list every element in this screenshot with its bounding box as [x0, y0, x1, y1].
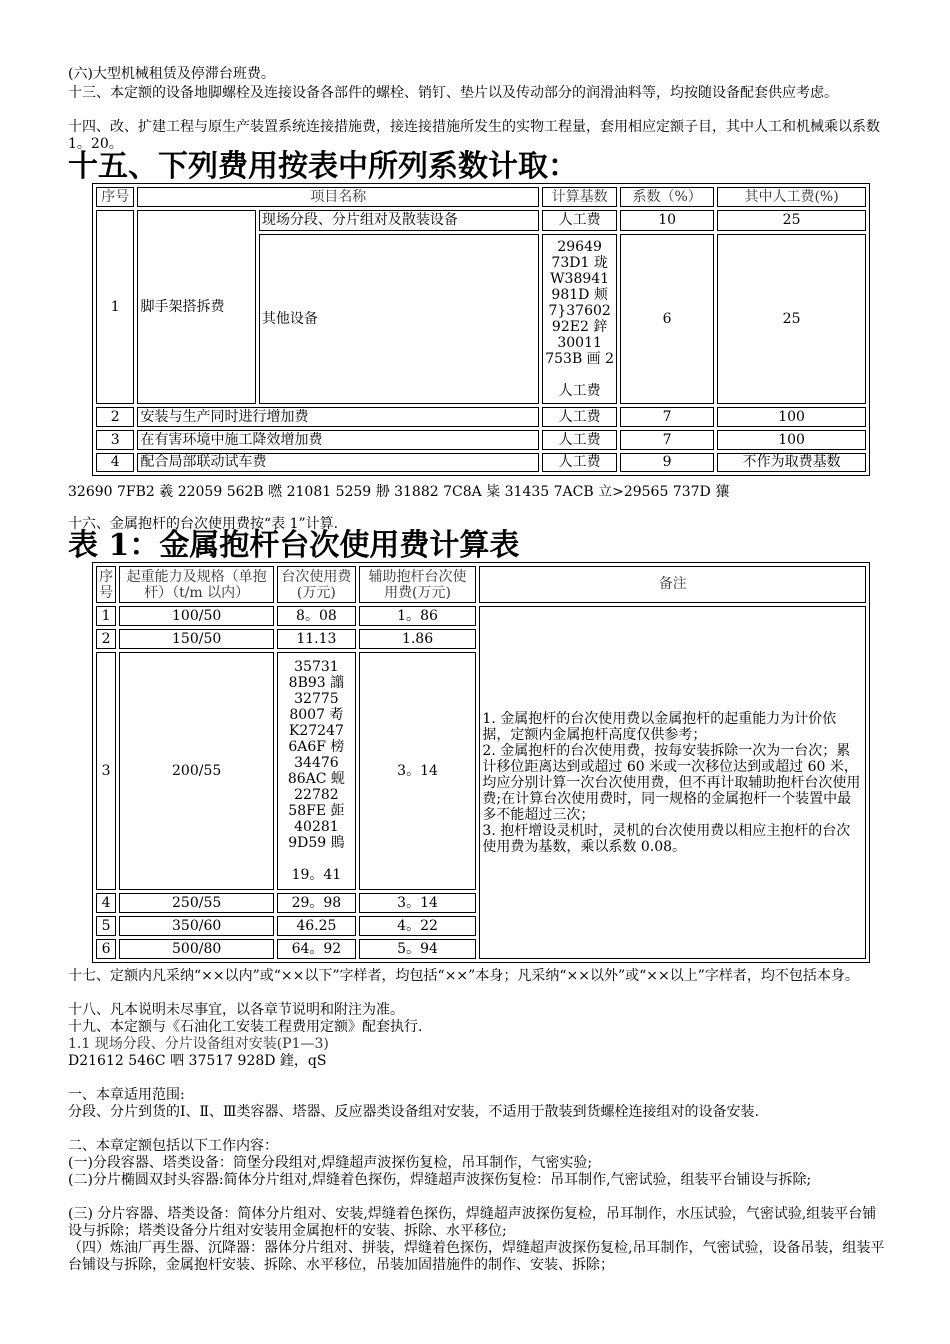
table-row-no: 3 [96, 652, 116, 890]
row2-name: 安装与生产同时进行增加费 [137, 407, 539, 427]
header-item: 项目名称 [137, 187, 539, 207]
table-row-no: 1 [96, 606, 116, 626]
row3-no: 3 [96, 430, 134, 450]
row2-coef: 7 [620, 407, 714, 427]
section15-heading: 十五、下列费用按表中所列系数计取： [68, 149, 578, 184]
para-17: 十七、定额内凡采纳“××以内”或“××以下”字样者，均包括“××”本身；凡采纳“××以外”或“××以上”字样者，均不包括本身。 [68, 968, 859, 984]
garbled-line-1: 32690 7FB2 羲 22059 562B 嘫 21081 5259 刱 31882 7C8A 粊 31435 7ACB 立>29565 737D 獽 [68, 484, 730, 500]
table-row-spec: 350/60 [119, 916, 274, 936]
row1-sub1-labor: 25 [717, 210, 866, 231]
work-heading: 二、本章定额包括以下工作内容： [68, 1138, 278, 1154]
intro-para-13: 十三、本定额的设备地脚螺栓及连接设备各部件的螺栓、销钉、垫片以及传动部分的润滑油料等，均按随设备配套供应考虑。 [68, 85, 838, 101]
row1-sub1-base: 人工费 [542, 210, 617, 231]
table-row-spec: 250/55 [119, 893, 274, 913]
table-row-fee: 11.13 [277, 629, 356, 649]
work-item-2: (二)分片椭圆双封头容器:简体分片组对,焊缝着色探伤，焊缝超声波探伤复检：吊耳制作,气密试验，组装平台铺设与拆除; [68, 1172, 812, 1188]
para-19: 十九、本定额与《石油化工安装工程费用定额》配套执行. [68, 1019, 423, 1035]
row3-coef: 7 [620, 430, 714, 450]
row1-sub2-labor: 25 [717, 234, 866, 404]
table-row-fee: 64。92 [277, 939, 356, 959]
subsection-1-1: 1.1 现场分段、分片设备组对安装(P1—3) [68, 1036, 329, 1052]
t1-header-spec: 起重能力及规格（单抱杆）（t/m 以内） [119, 566, 274, 603]
table-row-aux: 4。22 [359, 916, 477, 936]
row3-labor: 100 [717, 430, 866, 450]
t1-header-fee: 台次使用费(万元) [277, 566, 356, 603]
coefficient-table [93, 184, 869, 475]
scope-body: 分段、分片到货的Ⅰ、Ⅱ、Ⅲ类容器、塔器、反应器类设备组对安装，不适用于散装到货螺栓连接组对的设备安装. [68, 1104, 759, 1120]
table-row-spec: 500/80 [119, 939, 274, 959]
row1-no: 1 [96, 210, 134, 404]
table-row-fee: 35731 8B93 譾 32775 8007 耇 K27247 6A6F 榜 34476 86AC 蚬 22782 58FE 壾 40281 9D59 鵙 19。41 [277, 652, 356, 890]
header-base: 计算基数 [542, 187, 617, 207]
row1-sub1-coef: 10 [620, 210, 714, 231]
table-row-aux: 3。14 [359, 652, 477, 890]
work-item-4: （四）炼油厂再生器、沉降器：器体分片组对、拼装，焊缝着色探伤，焊缝超声波探伤复检,吊耳制作，气密试验，设备吊装，组装平台铺设与拆除，金属抱杆安装、拆除、水平移位，吊装加固措施件的制作、安装、拆除； [68, 1240, 885, 1273]
para-18: 十八、凡本说明未尽事宜，以各章节说明和附注为准。 [68, 1002, 404, 1018]
row3-base: 人工费 [542, 430, 617, 450]
mast-fee-table [93, 563, 869, 962]
work-item-1: (一)分段容器、塔类设备：筒堡分段组对,焊缝超声波探伤复检，吊耳制作，气密实验; [68, 1155, 593, 1171]
table-row-no: 5 [96, 916, 116, 936]
row4-no: 4 [96, 453, 134, 472]
row3-name: 在有害环境中施工降效增加费 [137, 430, 539, 450]
row2-base: 人工费 [542, 407, 617, 427]
intro-line-6: (六)大型机械租赁及停滞台班费。 [68, 66, 275, 82]
work-item-3: (三) 分片容器、塔类设备：简体分片组对、安装,焊缝着色探伤，焊缝超声波探伤复检，吊耳制作，水压试验，气密试验,组装平台铺设与拆除；塔类设备分片组对安装用金属抱杆的安装、拆除、水平移位; [68, 1206, 877, 1239]
table-row-fee: 8。08 [277, 606, 356, 626]
row2-no: 2 [96, 407, 134, 427]
row1-sub2-name: 其他设备 [259, 234, 539, 404]
table-row-aux: 5。94 [359, 939, 477, 959]
row1-sub1-name: 现场分段、分片组对及散装设备 [259, 210, 539, 231]
scope-heading: 一、本章适用范围: [68, 1087, 185, 1103]
t1-header-note: 备注 [479, 566, 866, 603]
table-row-no: 2 [96, 629, 116, 649]
table-row-no: 4 [96, 893, 116, 913]
row1-sub2-base: 29649 73D1 珑 W38941 981D 颊 7}37602 92E2 鋅 30011 753B 画 2 人工费 [542, 234, 617, 404]
t1-header-aux: 辅助抱杆台次使用费(万元) [359, 566, 477, 603]
section16-text: 十六、金属抱杆的台次使用费按“表 1”计算. [68, 516, 339, 532]
row4-name: 配合局部联动试车费 [137, 453, 539, 472]
table-row-fee: 46.25 [277, 916, 356, 936]
garbled-line-2: D21612 546C 呬 37517 928D 鍷，qS [68, 1053, 327, 1069]
header-labor: 其中人工费(%) [717, 187, 866, 207]
table-row-spec: 150/50 [119, 629, 274, 649]
table-row-aux: 1.86 [359, 629, 477, 649]
row4-base: 人工费 [542, 453, 617, 472]
table-row-aux: 3。14 [359, 893, 477, 913]
t1-header-no: 序号 [96, 566, 116, 603]
row1-name: 脚手架搭拆费 [137, 210, 255, 404]
intro-para-14: 十四、改、扩建工程与原生产装置系统连接措施费，接连接措施所发生的实物工程量，套用相应定额子目，其中人工和机械乘以系数 1。20。 [68, 119, 880, 152]
table-row-spec: 100/50 [119, 606, 274, 626]
table-row-aux: 1。86 [359, 606, 477, 626]
table-row-fee: 29。98 [277, 893, 356, 913]
t1-note: 1. 金属抱杆的台次使用费以金属抱杆的起重能力为计价依据，定额内金属抱杆高度仅供参考； 2. 金属抱杆的台次使用费，按每安装拆除一次为一台次；累计移位距离达到或超过 60 米或一次移位达到或超过 60 米，均应分别计算一次台次使用费，但不再计取辅助抱杆台次使用费;在计算台次使用费时，同一规格的金属抱杆一个装置中最多不能超过三次； 3. 抱杆增设灵机时，灵机的台次使用费以相应主抱杆的台次使用费为基数，乘以系数 0.08。 [479, 606, 866, 959]
header-coef: 系数（%） [620, 187, 714, 207]
table-row-spec: 200/55 [119, 652, 274, 890]
row4-labor: 不作为取费基数 [717, 453, 866, 472]
header-no: 序号 [96, 187, 134, 207]
row4-coef: 9 [620, 453, 714, 472]
row1-sub2-coef: 6 [620, 234, 714, 404]
table-row-no: 6 [96, 939, 116, 959]
row2-labor: 100 [717, 407, 866, 427]
table1-heading: 表 1：金属抱杆台次使用费计算表 [68, 528, 520, 563]
